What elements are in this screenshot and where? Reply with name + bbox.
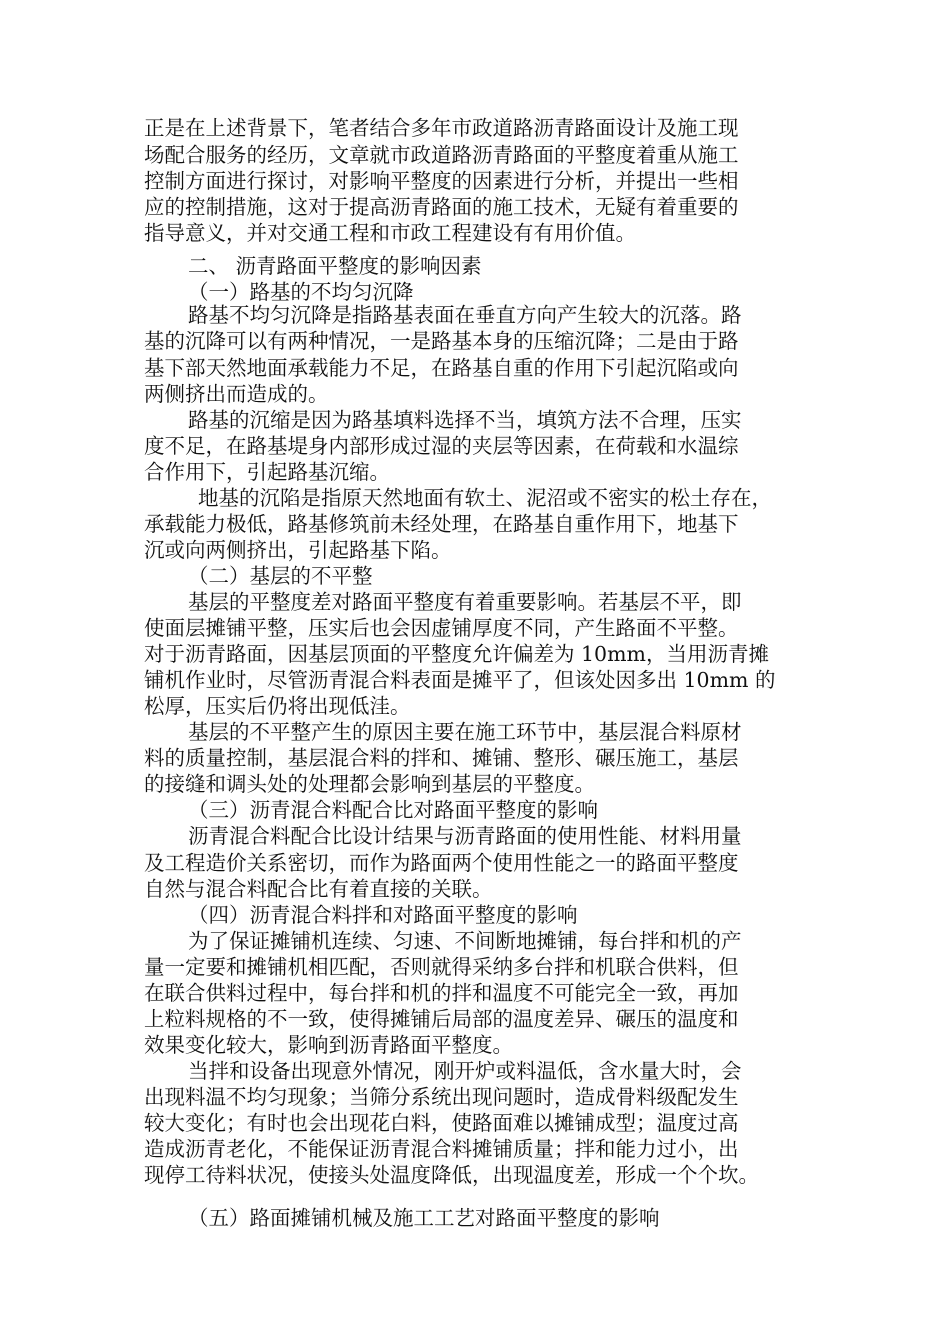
- paragraph-line: 场配合服务的经历，文章就市政道路沥青路面的平整度着重从施工: [144, 143, 739, 167]
- paragraph-line: 现停工待料状况，使接头处温度降低，出现温度差，形成一个个坎。: [144, 1163, 759, 1187]
- paragraph-line: 及工程造价关系密切，而作为路面两个使用性能之一的路面平整度: [144, 851, 739, 875]
- paragraph-line: 路基的沉缩是因为路基填料选择不当，填筑方法不合理，压实: [188, 408, 742, 432]
- paragraph-line: 当拌和设备出现意外情况，刚开炉或料温低，含水量大时，会: [188, 1059, 742, 1083]
- paragraph-line: 铺机作业时，尽管沥青混合料表面是摊平了，但该处因多出 10mm 的: [144, 668, 776, 692]
- subsection-heading: （四）沥青混合料拌和对路面平整度的影响: [188, 903, 578, 927]
- paragraph-line: 承载能力极低，路基修筑前未经处理，在路基自重作用下，地基下: [144, 512, 739, 536]
- subsection-heading: （二）基层的不平整: [188, 564, 373, 588]
- paragraph-line: 指导意义，并对交通工程和市政工程建设有有用价值。: [144, 221, 636, 245]
- paragraph-line: 两侧挤出而造成的。: [144, 382, 329, 406]
- paragraph-line: 造成沥青老化，不能保证沥青混合料摊铺质量；拌和能力过小，出: [144, 1137, 739, 1161]
- paragraph-line: 在联合供料过程中，每台拌和机的拌和温度不可能完全一致，再加: [144, 981, 739, 1005]
- paragraph-line: 自然与混合料配合比有着直接的关联。: [144, 877, 493, 901]
- paragraph-line: 对于沥青路面，因基层顶面的平整度允许偏差为 10mm，当用沥青摊: [144, 642, 769, 666]
- paragraph-line: 量一定要和摊铺机相匹配，否则就得采纳多台拌和机联合供料，但: [144, 955, 739, 979]
- paragraph-line: 基下部天然地面承载能力不足，在路基自重的作用下引起沉陷或向: [144, 356, 739, 380]
- paragraph-line: 地基的沉陷是指原天然地面有软土、泥沼或不密实的松土存在，: [198, 486, 772, 510]
- paragraph-line: 沥青混合料配合比设计结果与沥青路面的使用性能、材料用量: [188, 824, 742, 848]
- paragraph-line: 正是在上述背景下，笔者结合多年市政道路沥青路面设计及施工现: [144, 116, 739, 140]
- paragraph-line: 出现料温不均匀现象；当筛分系统出现问题时，造成骨料级配发生: [144, 1085, 739, 1109]
- paragraph-line: 度不足，在路基堤身内部形成过湿的夹层等因素，在荷载和水温综: [144, 434, 739, 458]
- paragraph-line: 基层的平整度差对路面平整度有着重要影响。若基层不平，即: [188, 590, 742, 614]
- paragraph-line: 上粒料规格的不一致，使得摊铺后局部的温度差异、碾压的温度和: [144, 1007, 739, 1031]
- paragraph-line: 控制方面进行探讨，对影响平整度的因素进行分析，并提出一些相: [144, 169, 739, 193]
- paragraph-line: 路基不均匀沉降是指路基表面在垂直方向产生较大的沉落。路: [188, 303, 742, 327]
- paragraph-line: 的接缝和调头处的处理都会影响到基层的平整度。: [144, 772, 595, 796]
- paragraph-line: 基的沉降可以有两种情况，一是路基本身的压缩沉降；二是由于路: [144, 329, 739, 353]
- paragraph-line: 效果变化较大，影响到沥青路面平整度。: [144, 1033, 513, 1057]
- paragraph-line: 松厚，压实后仍将出现低洼。: [144, 694, 411, 718]
- paragraph-line: 基层的不平整产生的原因主要在施工环节中，基层混合料原材: [188, 720, 742, 744]
- paragraph-line: 较大变化；有时也会出现花白料，使路面难以摊铺成型；温度过高: [144, 1111, 739, 1135]
- subsection-heading: （五）路面摊铺机械及施工工艺对路面平整度的影响: [188, 1206, 660, 1230]
- section-heading: 二、 沥青路面平整度的影响因素: [188, 254, 482, 278]
- paragraph-line: 使面层摊铺平整，压实后也会因虚铺厚度不同，产生路面不平整。: [144, 616, 739, 640]
- subsection-heading: （一）路基的不均匀沉降: [188, 280, 414, 304]
- paragraph-line: 沉或向两侧挤出，引起路基下陷。: [144, 538, 452, 562]
- paragraph-line: 应的控制措施，这对于提高沥青路面的施工技术，无疑有着重要的: [144, 195, 739, 219]
- paragraph-line: 合作用下，引起路基沉缩。: [144, 460, 390, 484]
- paragraph-line: 为了保证摊铺机连续、匀速、不间断地摊铺，每台拌和机的产: [188, 929, 742, 953]
- paragraph-line: 料的质量控制，基层混合料的拌和、摊铺、整形、碾压施工，基层: [144, 746, 739, 770]
- subsection-heading: （三）沥青混合料配合比对路面平整度的影响: [188, 798, 598, 822]
